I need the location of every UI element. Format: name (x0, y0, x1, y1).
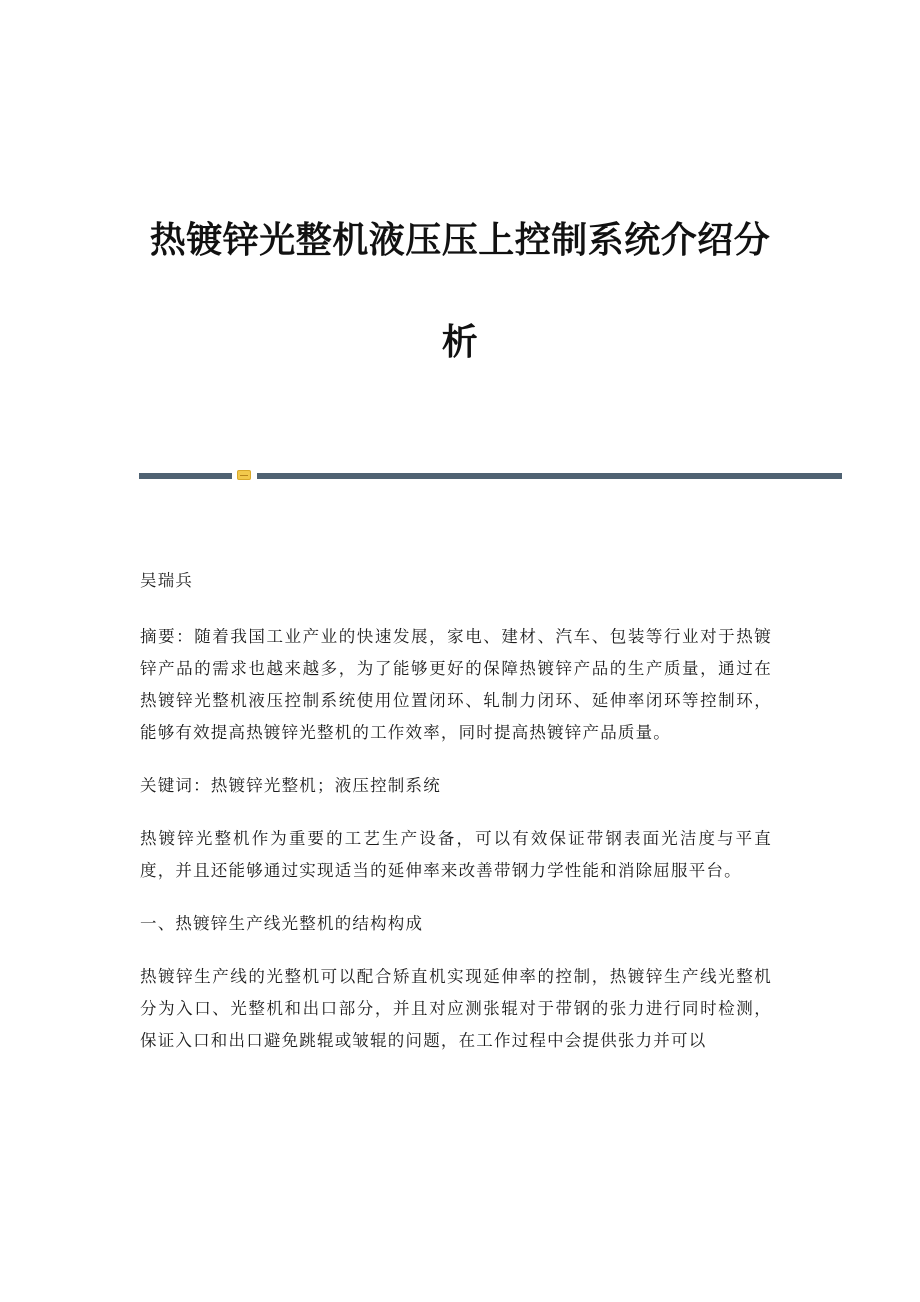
divider-badge-icon (237, 470, 251, 480)
abstract-paragraph: 摘要：随着我国工业产业的快速发展，家电、建材、汽车、包装等行业对于热镀锌产品的需求也越来越多，为了能够更好的保障热镀锌产品的生产质量，通过在热镀锌光整机液压控制系统使用位置闭环、轧制力闭环、延伸率闭环等控制环，能够有效提高热镀锌光整机的工作效率，同时提高热镀锌产品质量。 (140, 627, 772, 742)
author-name: 吴瑞兵 (140, 571, 194, 590)
document-title: 热镀锌光整机液压压上控制系统介绍分析 (149, 220, 771, 363)
title-divider (139, 470, 842, 480)
intro-paragraph: 热镀锌光整机作为重要的工艺生产设备，可以有效保证带钢表面光洁度与平直度，并且还能够通过实现适当的延伸率来改善带钢力学性能和消除屈服平台。 (140, 829, 772, 880)
keywords-line: 关键词：热镀锌光整机；液压控制系统 (140, 776, 441, 795)
document-body (140, 565, 772, 1078)
section-paragraph: 热镀锌生产线的光整机可以配合矫直机实现延伸率的控制，热镀锌生产线光整机分为入口、光整机和出口部分，并且对应测张辊对于带钢的张力进行同时检测，保证入口和出口避免跳辊或皱辊的问题，在工作过程中会提供张力并可以 (140, 967, 772, 1050)
divider-bar-right (257, 473, 842, 479)
divider-bar-left (139, 473, 232, 479)
section-heading: 一、热镀锌生产线光整机的结构构成 (140, 914, 424, 933)
